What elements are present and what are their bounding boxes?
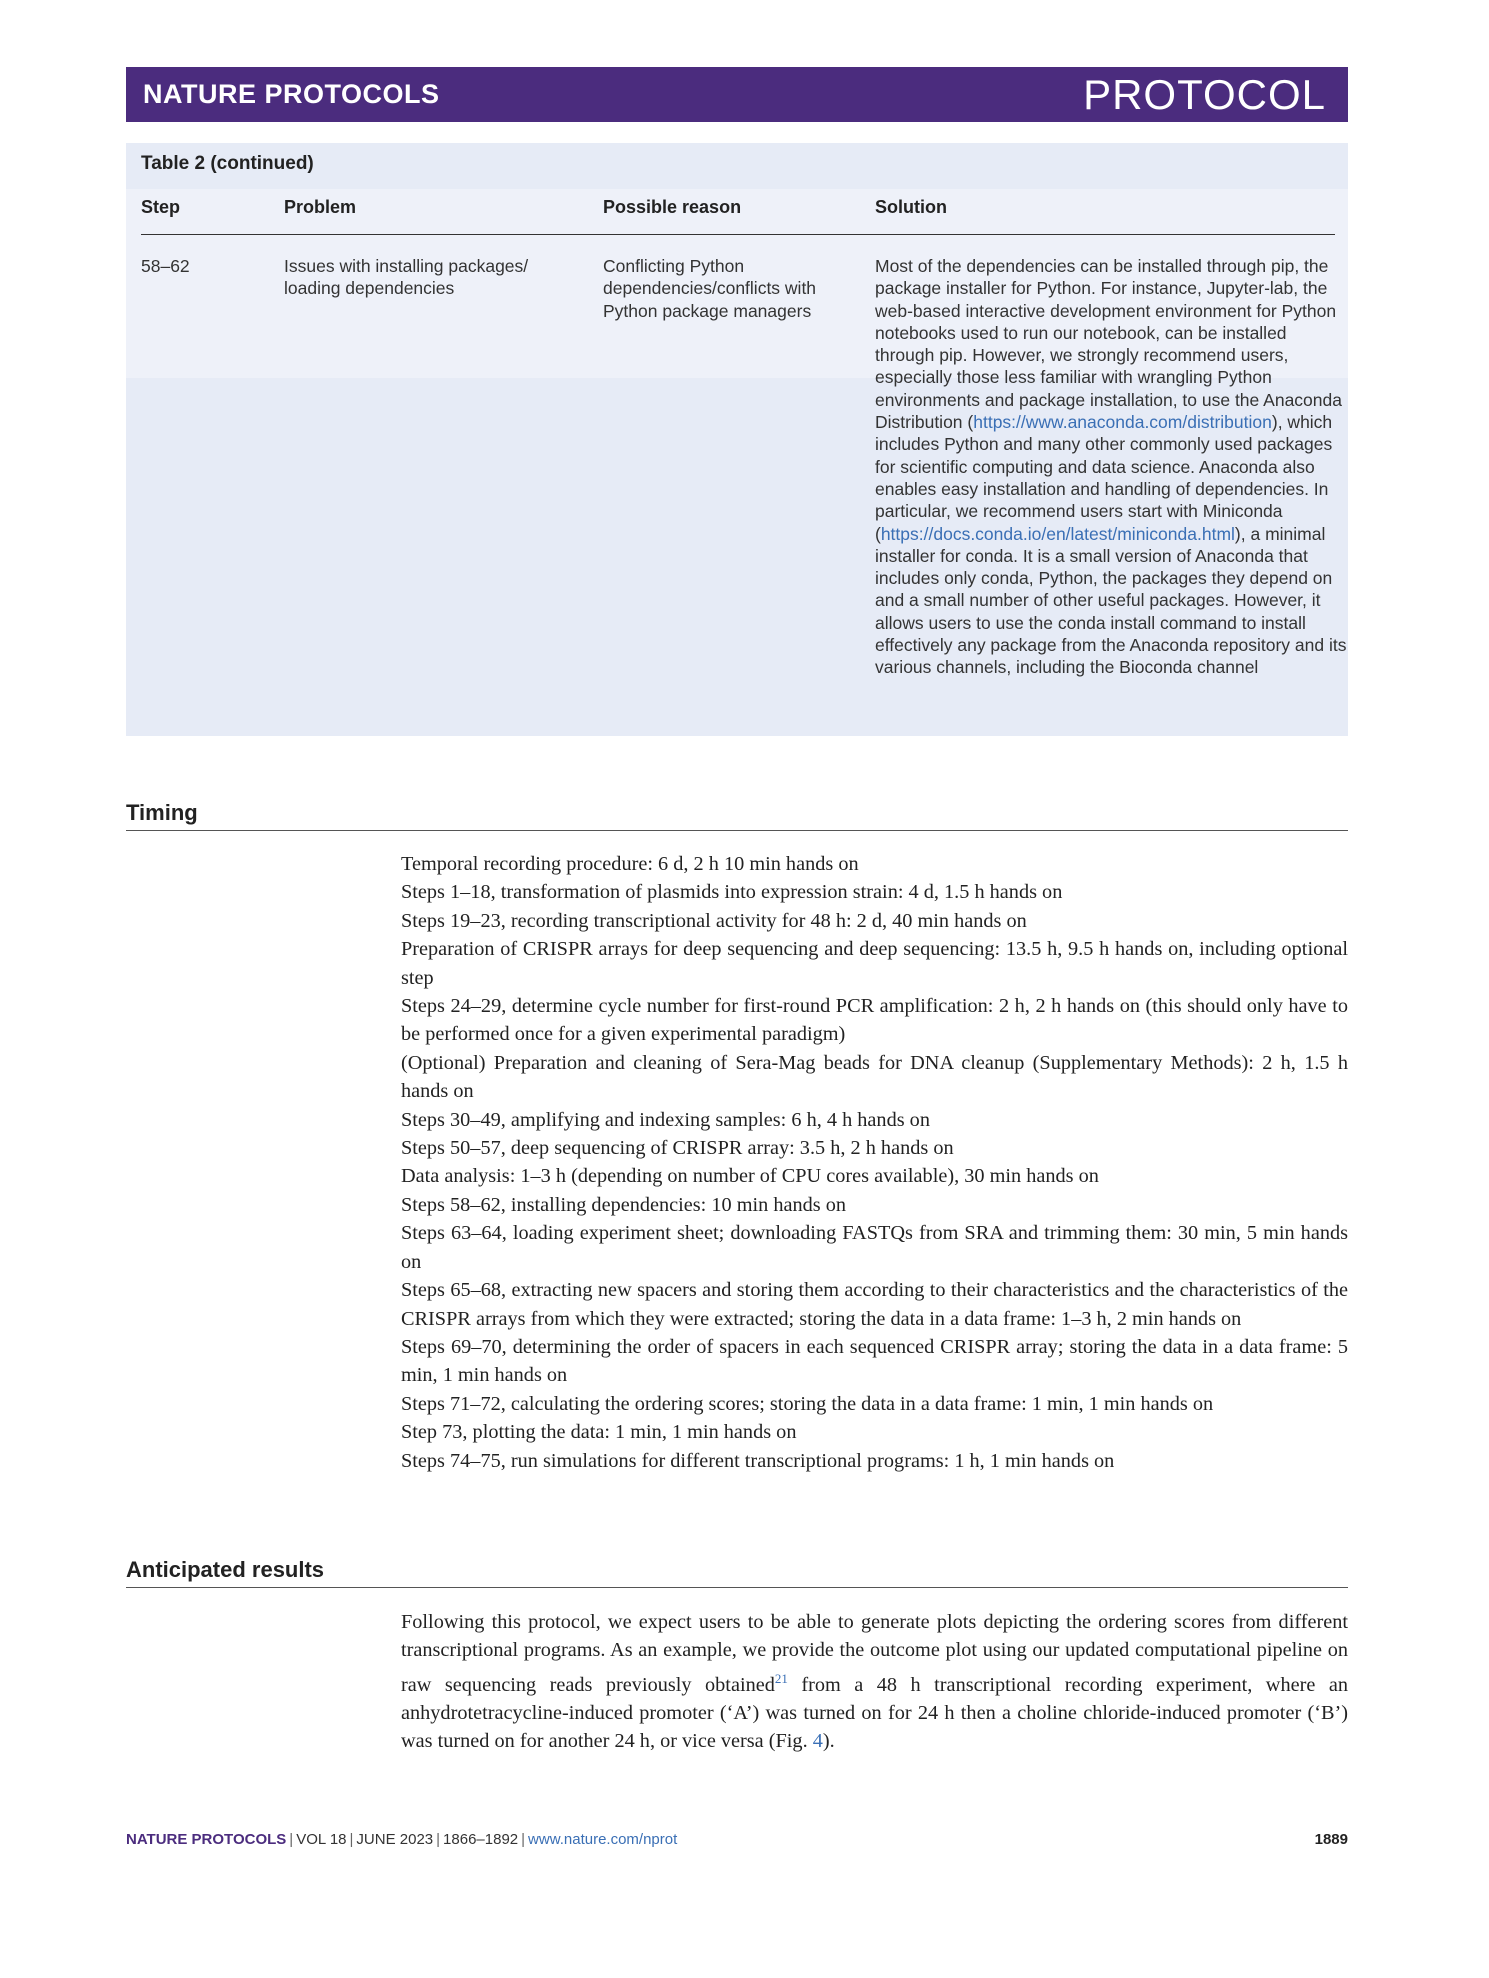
- page-number: 1889: [1314, 1831, 1348, 1848]
- timing-item: Steps 1–18, transformation of plasmids into expression strain: 4 d, 1.5 h hands on: [401, 881, 1063, 904]
- footer-journal: NATURE PROTOCOLS: [126, 1831, 287, 1848]
- cell-problem: Issues with installing packages/ loading dependencies: [284, 256, 529, 299]
- timing-item: Steps 24–29, determine cycle number for first-round PCR amplification: 2 h, 2 h hands on (this should only have to be performed once for a given experimental paradigm): [401, 995, 1348, 1046]
- miniconda-link[interactable]: https://docs.conda.io/en/latest/miniconda.html: [880, 523, 1235, 544]
- troubleshooting-table: [126, 143, 1348, 736]
- solution-text-1: Most of the dependencies can be installed through pip, the package installer for Python. For instance, Jupyter-lab, the web-based interactive development environment for Python notebooks used to run our notebook, can be installed through pip. However, we strongly recommend users, especially those less familiar with wrangling Python environments and package installation, to use the Anaconda Distribution (: [875, 256, 1342, 433]
- timing-item: (Optional) Preparation and cleaning of Sera-Mag beads for DNA cleanup (Supplementary Methods): 2 h, 1.5 h hands on: [401, 1051, 1348, 1103]
- footer-pages: 1866–1892: [443, 1831, 519, 1848]
- journal-name: NATURE PROTOCOLS: [143, 79, 440, 109]
- figure-ref[interactable]: 4: [812, 1730, 823, 1753]
- results-text-1: Following this protocol, we expect users to be able to generate plots depicting the ordering scores from different transcriptional programs. As an example, we provide the outcome plot using our updated computational pipeline on raw sequencing reads previously obtained: [401, 1611, 1348, 1696]
- article-type: PROTOCOL: [1083, 70, 1326, 118]
- results-text-3: ).: [822, 1730, 835, 1753]
- anticipated-results-heading: Anticipated results: [126, 1557, 1348, 1588]
- timing-item: Step 73, plotting the data: 1 min, 1 min hands on: [401, 1421, 797, 1444]
- journal-banner: [126, 67, 1348, 122]
- footer-issue: JUNE 2023: [356, 1831, 434, 1848]
- timing-heading: Timing: [126, 800, 1348, 831]
- timing-item: Steps 50–57, deep sequencing of CRISPR array: 3.5 h, 2 h hands on: [401, 1137, 954, 1160]
- col-header-problem: Problem: [284, 197, 357, 217]
- footer-volume: VOL 18: [296, 1831, 347, 1848]
- timing-item: Steps 74–75, run simulations for different transcriptional programs: 1 h, 1 min hands on: [401, 1449, 1115, 1472]
- table-caption: Table 2 (continued): [141, 153, 314, 174]
- col-header-step: Step: [141, 197, 181, 217]
- header-rule: [141, 234, 1335, 235]
- timing-item: Preparation of CRISPR arrays for deep sequencing and deep sequencing: 13.5 h, 9.5 h hands on, including optional step: [401, 938, 1348, 989]
- timing-item: Steps 71–72, calculating the ordering scores; storing the data in a data frame: 1 min, 1 min hands on: [401, 1392, 1214, 1415]
- timing-item: Data analysis: 1–3 h (depending on number of CPU cores available), 30 min hands on: [401, 1165, 1099, 1188]
- cell-solution: [875, 255, 1347, 679]
- timing-item: Steps 19–23, recording transcriptional activity for 48 h: 2 d, 40 min hands on: [401, 909, 1027, 932]
- solution-text-3: ), a minimal installer for conda. It is a small version of Anaconda that includes only conda, Python, the packages they depend on and a small number of other useful packages. However, it allows users to use the conda install command to install effectively any package from the Anaconda repository and its various channels, including the Bioconda channel: [875, 523, 1347, 678]
- timing-list: [401, 850, 1348, 1475]
- solution-text-2: ), which includes Python and many other commonly used packages for scientific computing and data science. Anaconda also enables easy installation and handling of dependencies. In particular, we recommend users start with Miniconda (: [875, 412, 1333, 544]
- timing-item: Steps 65–68, extracting new spacers and storing them according to their characteristics and the characteristics of the CRISPR arrays from which they were extracted; storing the data in a data frame: 1–3 h, 2 min hands on: [401, 1279, 1348, 1330]
- timing-item: Temporal recording procedure: 6 d, 2 h 10 min hands on: [401, 853, 859, 875]
- anticipated-results-paragraph: [401, 1608, 1348, 1756]
- timing-item: Steps 30–49, amplifying and indexing samples: 6 h, 4 h hands on: [401, 1108, 930, 1131]
- timing-item: Steps 58–62, installing dependencies: 10 min hands on: [401, 1193, 847, 1216]
- anaconda-link[interactable]: https://www.anaconda.com/distribution: [973, 412, 1272, 433]
- footer-url[interactable]: www.nature.com/nprot: [528, 1831, 678, 1848]
- timing-item: Steps 69–70, determining the order of spacers in each sequenced CRISPR array; storing the data in a data frame: 5 min, 1 min hands on: [401, 1335, 1348, 1387]
- col-header-solution: Solution: [875, 197, 947, 217]
- results-text-2: from a 48 h transcriptional recording experiment, where an anhydrotetracycline-induced promoter (‘A’) was turned on for 24 h then a choline chloride-induced promoter (‘B’) was turned on for another 24 h, or vice versa (Fig.: [401, 1673, 1348, 1753]
- citation-ref[interactable]: 21: [774, 1670, 788, 1686]
- timing-item: Steps 63–64, loading experiment sheet; downloading FASTQs from SRA and trimming them: 30 min, 5 min hands on: [401, 1222, 1348, 1273]
- cell-reason: Conflicting Python dependencies/conflicts with Python package managers: [603, 256, 817, 321]
- col-header-reason: Possible reason: [603, 197, 742, 217]
- page-footer: NATURE PROTOCOLS | VOL 18 | JUNE 2023 | 1866–1892 | www.nature.com/nprot 1889: [126, 1831, 1348, 1848]
- cell-step: 58–62: [141, 256, 190, 276]
